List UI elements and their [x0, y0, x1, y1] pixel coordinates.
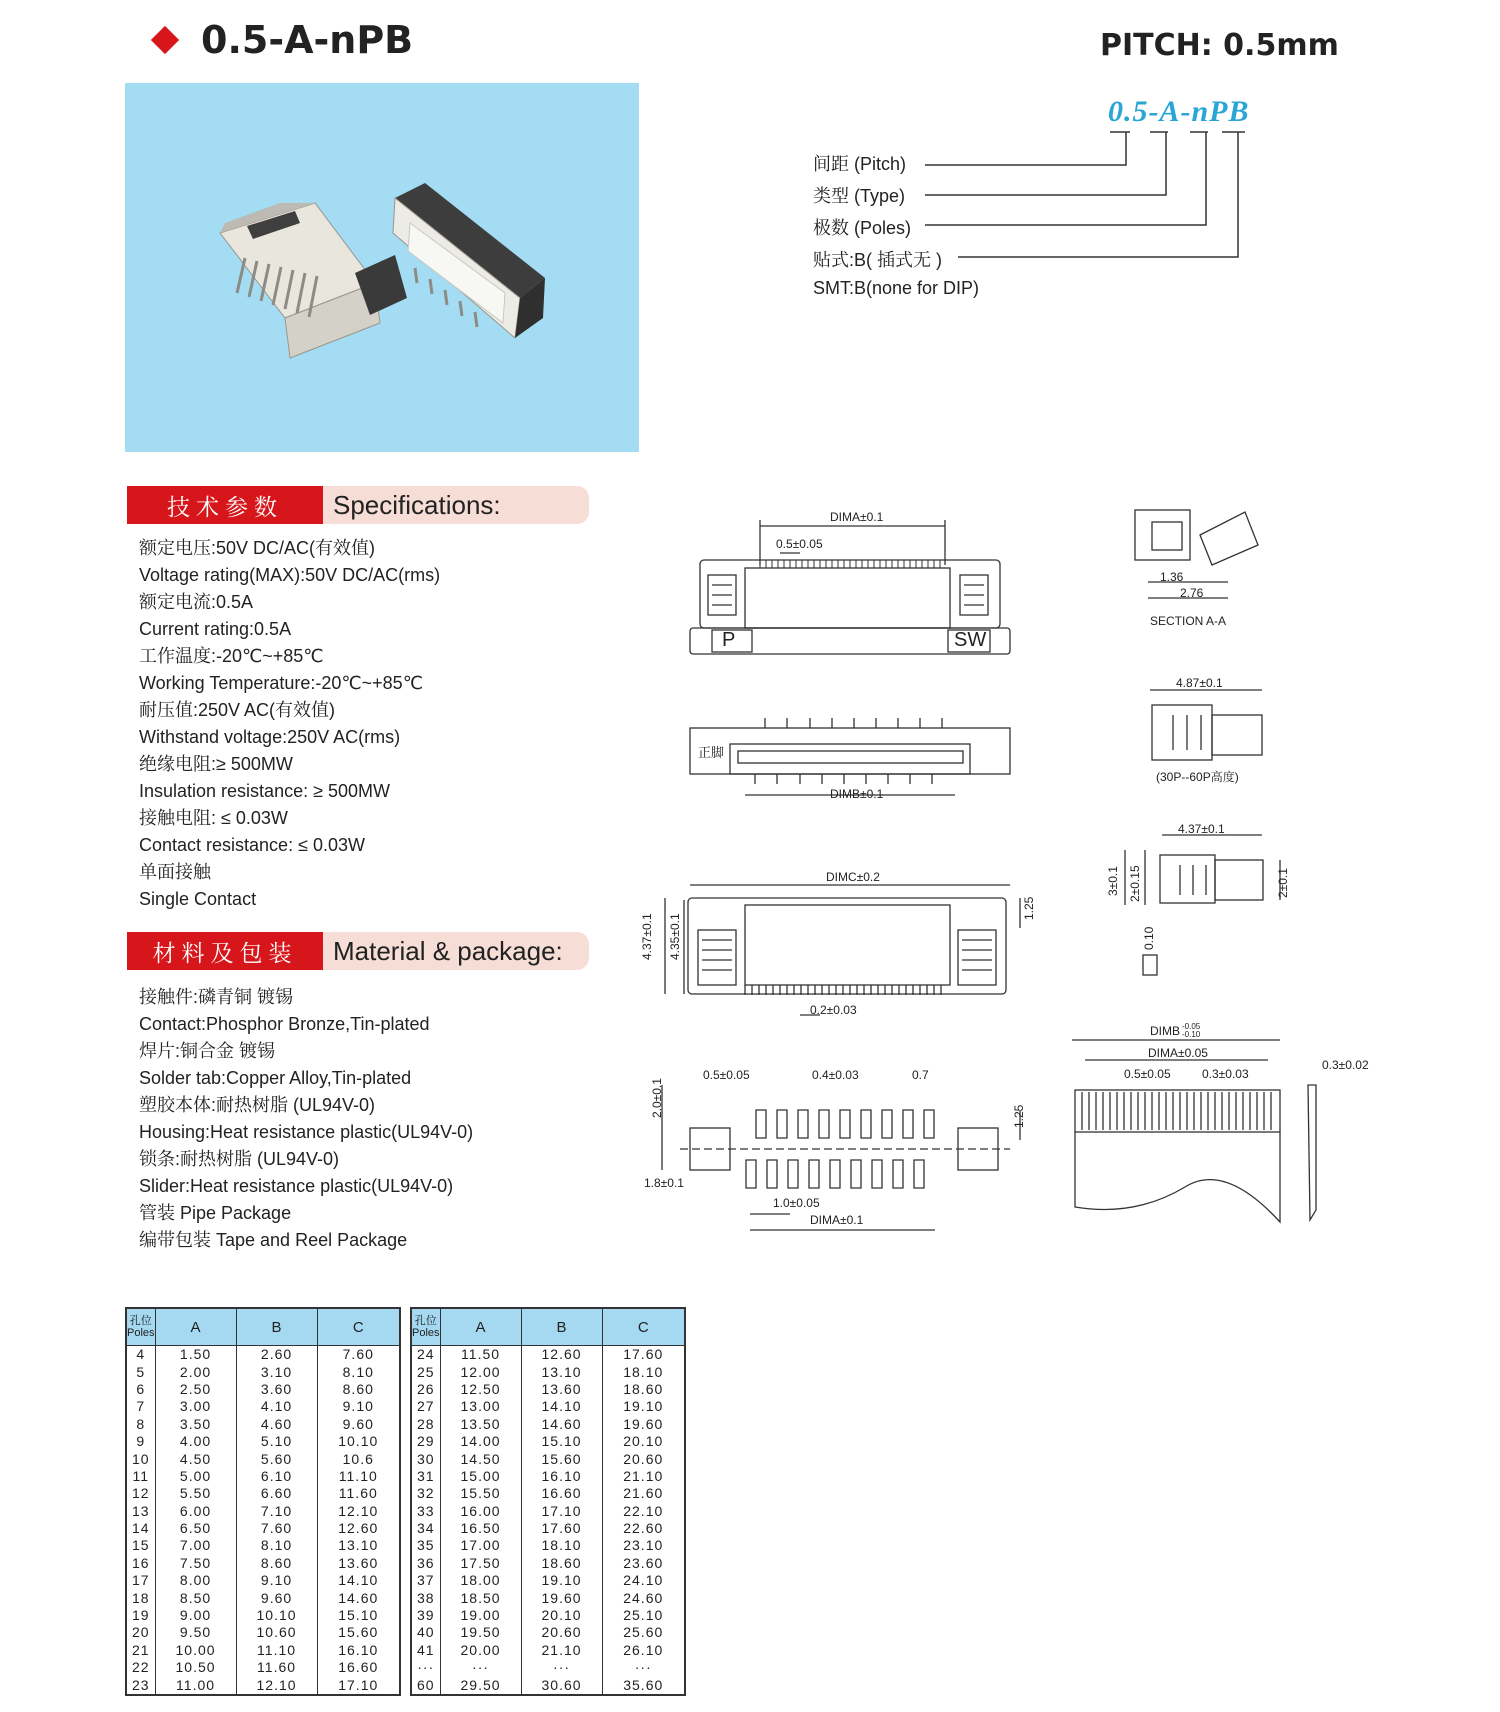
label-pad-05: 0.5±0.05	[703, 1068, 750, 1082]
cell-c: 10.6	[317, 1450, 400, 1467]
table-row	[411, 1363, 685, 1380]
table-row	[126, 1346, 400, 1364]
label-pitch-top: 0.5±0.05	[776, 537, 823, 551]
cell-poles: 16	[126, 1555, 155, 1572]
label-w437: 4.37±0.1	[1178, 822, 1225, 836]
cell-c: 22.10	[602, 1503, 685, 1520]
cell-poles: 7	[126, 1398, 155, 1415]
cell-c: 22.60	[602, 1520, 685, 1537]
cell-b: 21.10	[521, 1642, 602, 1659]
table-row	[126, 1572, 400, 1589]
table-row	[411, 1555, 685, 1572]
cell-a: ···	[440, 1659, 521, 1676]
cell-b: 14.60	[521, 1416, 602, 1433]
spec-line: Contact resistance: ≤ 0.03W	[139, 835, 365, 855]
label-zhengjiao: 正脚	[698, 745, 725, 760]
side-view-487-drawing	[1150, 690, 1262, 760]
cell-c: 15.10	[317, 1607, 400, 1624]
label-d276: 2.76	[1180, 586, 1204, 600]
table-row	[411, 1642, 685, 1659]
material-line: 编带包装 Tape and Reel Package	[139, 1230, 408, 1250]
cell-poles: 41	[411, 1642, 440, 1659]
legend-type: 类型 (Type)	[813, 186, 906, 206]
cell-b: 20.60	[521, 1624, 602, 1641]
label-note-30-60: (30P--60P高度)	[1156, 770, 1239, 784]
fpc-dimb-text: DIMB	[1150, 1024, 1180, 1038]
cell-c: 15.60	[317, 1624, 400, 1641]
material-line: 塑胶本体:耐热树脂 (UL94V-0)	[139, 1095, 376, 1115]
spec-line: 单面接触	[139, 862, 211, 882]
cell-c: 20.60	[602, 1450, 685, 1467]
spec-line: 额定电流:0.5A	[139, 592, 254, 612]
cell-b: 6.60	[236, 1485, 317, 1502]
spec-line: Working Temperature:-20℃~+85℃	[139, 673, 423, 693]
label-fpc-dimb	[1150, 1023, 1200, 1039]
table-row	[411, 1589, 685, 1606]
spec-line: Current rating:0.5A	[139, 619, 292, 639]
cell-a: 5.00	[155, 1468, 236, 1485]
cell-poles: 21	[126, 1642, 155, 1659]
cell-a: 7.50	[155, 1555, 236, 1572]
table-row	[411, 1450, 685, 1467]
label-fpc-t: 0.3±0.02	[1322, 1058, 1369, 1072]
side-view-437-drawing	[1125, 835, 1280, 975]
table-row	[126, 1363, 400, 1380]
cell-poles: 10	[126, 1450, 155, 1467]
cell-a: 8.50	[155, 1589, 236, 1606]
header-poles: 孔位 Poles	[126, 1308, 155, 1346]
cell-poles: 22	[126, 1659, 155, 1676]
cell-b: 12.10	[236, 1676, 317, 1694]
label-w487: 4.87±0.1	[1176, 676, 1223, 690]
table-row	[411, 1537, 685, 1554]
label-d136: 1.36	[1160, 570, 1184, 584]
cell-b: ···	[521, 1659, 602, 1676]
cell-c: 18.10	[602, 1363, 685, 1380]
table-row	[126, 1503, 400, 1520]
material-line: Slider:Heat resistance plastic(UL94V-0)	[139, 1176, 454, 1196]
cell-b: 20.10	[521, 1607, 602, 1624]
cell-b: 17.60	[521, 1520, 602, 1537]
cell-b: 5.60	[236, 1450, 317, 1467]
cell-b: 10.10	[236, 1607, 317, 1624]
cell-a: 19.00	[440, 1607, 521, 1624]
table-row	[126, 1607, 400, 1624]
cell-b: 13.10	[521, 1363, 602, 1380]
cell-poles: 38	[411, 1589, 440, 1606]
label-pad-18: 1.8±0.1	[644, 1176, 684, 1190]
cell-a: 2.50	[155, 1381, 236, 1398]
cell-a: 13.50	[440, 1416, 521, 1433]
table-header-row	[411, 1308, 685, 1346]
cell-poles: 5	[126, 1363, 155, 1380]
cell-c: 24.10	[602, 1572, 685, 1589]
label-d02: 0.2±0.03	[810, 1003, 857, 1017]
material-line: Housing:Heat resistance plastic(UL94V-0)	[139, 1122, 474, 1142]
section-a-a-drawing	[1135, 510, 1258, 598]
cell-c: 23.10	[602, 1537, 685, 1554]
cell-b: 15.10	[521, 1433, 602, 1450]
cell-poles: 25	[411, 1363, 440, 1380]
cell-c: 13.10	[317, 1537, 400, 1554]
cell-a: 29.50	[440, 1676, 521, 1694]
part-code: 0.5-A-nPB	[1108, 95, 1250, 128]
bottom-view-drawing	[690, 718, 1010, 795]
cell-a: 9.50	[155, 1624, 236, 1641]
cell-b: 2.60	[236, 1346, 317, 1364]
cell-c: 12.60	[317, 1520, 400, 1537]
cell-poles: 37	[411, 1572, 440, 1589]
cell-poles: 26	[411, 1381, 440, 1398]
cell-a: 16.00	[440, 1503, 521, 1520]
cell-b: 12.60	[521, 1346, 602, 1364]
table-row	[126, 1537, 400, 1554]
material-line: Contact:Phosphor Bronze,Tin-plated	[139, 1014, 430, 1034]
table-row	[126, 1659, 400, 1676]
cell-a: 7.00	[155, 1537, 236, 1554]
cell-b: 14.10	[521, 1398, 602, 1415]
material-line: 锁条:耐热树脂 (UL94V-0)	[139, 1149, 340, 1169]
table-row	[411, 1572, 685, 1589]
dimension-table-left	[125, 1307, 401, 1696]
cell-a: 10.50	[155, 1659, 236, 1676]
pitch-label: PITCH: 0.5mm	[1100, 28, 1339, 63]
label-v010: 0.10	[1142, 926, 1156, 950]
cell-poles: 12	[126, 1485, 155, 1502]
label-pad-10: 1.0±0.05	[773, 1196, 820, 1210]
cell-a: 12.00	[440, 1363, 521, 1380]
cell-b: 9.60	[236, 1589, 317, 1606]
table-row	[126, 1555, 400, 1572]
table-row	[411, 1468, 685, 1485]
spec-line: 耐压值:250V AC(有效值)	[139, 700, 336, 720]
label-dima: DIMA±0.1	[830, 510, 884, 524]
table-row	[411, 1624, 685, 1641]
cell-a: 15.50	[440, 1485, 521, 1502]
specifications-heading-en: Specifications:	[333, 490, 501, 520]
cell-c: 16.60	[317, 1659, 400, 1676]
cell-c: 24.60	[602, 1589, 685, 1606]
cell-c: 25.10	[602, 1607, 685, 1624]
cell-poles: 24	[411, 1346, 440, 1364]
cell-a: 4.00	[155, 1433, 236, 1450]
cell-b: 19.60	[521, 1589, 602, 1606]
cell-poles: 60	[411, 1676, 440, 1694]
table-row	[411, 1520, 685, 1537]
cell-c: 9.60	[317, 1416, 400, 1433]
table-row	[411, 1503, 685, 1520]
label-h435: 4.35±0.1	[668, 913, 682, 960]
cell-poles: 6	[126, 1381, 155, 1398]
table-row	[411, 1659, 685, 1676]
cell-c: 20.10	[602, 1433, 685, 1450]
table-row	[411, 1416, 685, 1433]
cell-c: 16.10	[317, 1642, 400, 1659]
label-dimc: DIMC±0.2	[826, 870, 880, 884]
material-line: 管装 Pipe Package	[139, 1203, 292, 1223]
cell-poles: 36	[411, 1555, 440, 1572]
spec-line: 工作温度:-20℃~+85℃	[139, 646, 324, 666]
cell-a: 16.50	[440, 1520, 521, 1537]
cell-b: 18.10	[521, 1537, 602, 1554]
cell-c: 8.10	[317, 1363, 400, 1380]
cell-b: 19.10	[521, 1572, 602, 1589]
title-text: 0.5-A-nPB	[201, 18, 414, 62]
cell-poles: 27	[411, 1398, 440, 1415]
cell-a: 11.50	[440, 1346, 521, 1364]
header-b: B	[236, 1308, 317, 1346]
table-row	[126, 1589, 400, 1606]
cell-a: 3.50	[155, 1416, 236, 1433]
spec-line: 接触电阻: ≤ 0.03W	[139, 808, 288, 828]
cell-b: 15.60	[521, 1450, 602, 1467]
cell-poles: 17	[126, 1572, 155, 1589]
table-row	[411, 1607, 685, 1624]
cell-b: 17.10	[521, 1503, 602, 1520]
table-row	[411, 1676, 685, 1694]
cell-b: 13.60	[521, 1381, 602, 1398]
label-pad-20: 2.0±0.1	[650, 1078, 664, 1118]
header-b: B	[521, 1308, 602, 1346]
cell-b: 4.10	[236, 1398, 317, 1415]
cell-c: 13.60	[317, 1555, 400, 1572]
cell-a: 6.00	[155, 1503, 236, 1520]
cell-b: 8.10	[236, 1537, 317, 1554]
cell-c: 14.10	[317, 1572, 400, 1589]
cell-c: 14.60	[317, 1589, 400, 1606]
cell-b: 7.10	[236, 1503, 317, 1520]
label-v2: 2±0.1	[1276, 868, 1290, 898]
cell-poles: 30	[411, 1450, 440, 1467]
cell-poles: 15	[126, 1537, 155, 1554]
table-row	[411, 1398, 685, 1415]
label-v2-15: 2±0.15	[1128, 865, 1142, 902]
material-line: 焊片:铜合金 镀锡	[139, 1041, 276, 1061]
label-fpc-05: 0.5±0.05	[1124, 1067, 1171, 1081]
table-row	[126, 1450, 400, 1467]
cell-a: 14.50	[440, 1450, 521, 1467]
cell-c: 10.10	[317, 1433, 400, 1450]
cell-poles: 20	[126, 1624, 155, 1641]
fpc-dimb-tolerance	[1182, 1023, 1200, 1039]
cell-a: 13.00	[440, 1398, 521, 1415]
cell-b: 7.60	[236, 1520, 317, 1537]
cell-a: 3.00	[155, 1398, 236, 1415]
table-row	[411, 1381, 685, 1398]
label-pad-04: 0.4±0.03	[812, 1068, 859, 1082]
cell-a: 11.00	[155, 1676, 236, 1694]
cell-b: 18.60	[521, 1555, 602, 1572]
cell-c: 7.60	[317, 1346, 400, 1364]
table-header-row	[126, 1308, 400, 1346]
label-fpc-dima: DIMA±0.05	[1148, 1046, 1208, 1060]
cell-c: 8.60	[317, 1381, 400, 1398]
fpc-tol-minus: -0.10	[1182, 1030, 1201, 1039]
cell-c: 21.10	[602, 1468, 685, 1485]
specifications-heading-cn: 技术参数	[127, 486, 323, 524]
cell-c: 26.10	[602, 1642, 685, 1659]
cell-a: 4.50	[155, 1450, 236, 1467]
materials-heading-cn: 材料及包装	[127, 932, 323, 970]
table-row	[126, 1520, 400, 1537]
dimension-table-right	[410, 1307, 686, 1696]
table-row	[126, 1624, 400, 1641]
cell-poles: 19	[126, 1607, 155, 1624]
materials-heading-en: Material & package:	[333, 936, 563, 966]
cell-c: ···	[602, 1659, 685, 1676]
cell-b: 16.10	[521, 1468, 602, 1485]
cell-a: 15.00	[440, 1468, 521, 1485]
cell-a: 6.50	[155, 1520, 236, 1537]
cell-b: 8.60	[236, 1555, 317, 1572]
cell-poles: 28	[411, 1416, 440, 1433]
cell-b: 5.10	[236, 1433, 317, 1450]
header-a: A	[155, 1308, 236, 1346]
label-sw: SW	[954, 629, 987, 651]
cell-poles: 29	[411, 1433, 440, 1450]
cell-a: 19.50	[440, 1624, 521, 1641]
cell-a: 10.00	[155, 1642, 236, 1659]
spec-line: 额定电压:50V DC/AC(有效值)	[139, 538, 376, 558]
cell-poles: 39	[411, 1607, 440, 1624]
cell-poles: 33	[411, 1503, 440, 1520]
legend-smt: 贴式:B( 插式无 )	[813, 250, 942, 270]
header-a: A	[440, 1308, 521, 1346]
cell-poles: 18	[126, 1589, 155, 1606]
cell-c: 35.60	[602, 1676, 685, 1694]
spec-line: Withstand voltage:250V AC(rms)	[139, 727, 401, 747]
cell-b: 11.60	[236, 1659, 317, 1676]
label-pad-07: 0.7	[912, 1068, 929, 1082]
cell-c: 17.10	[317, 1676, 400, 1694]
table-row	[411, 1433, 685, 1450]
label-dimb: DIMB±0.1	[830, 787, 884, 801]
cell-poles: 40	[411, 1624, 440, 1641]
label-fpc-03: 0.3±0.03	[1202, 1067, 1249, 1081]
pad-layout-drawing	[662, 1085, 1020, 1230]
label-section: SECTION A-A	[1150, 614, 1227, 628]
label-v3: 3±0.1	[1106, 866, 1120, 896]
cell-a: 17.00	[440, 1537, 521, 1554]
label-h437: 4.37±0.1	[640, 913, 654, 960]
cell-c: 21.60	[602, 1485, 685, 1502]
cell-a: 12.50	[440, 1381, 521, 1398]
cell-poles: 9	[126, 1433, 155, 1450]
table-row	[126, 1381, 400, 1398]
cell-poles: 32	[411, 1485, 440, 1502]
spec-line: Voltage rating(MAX):50V DC/AC(rms)	[139, 565, 441, 585]
cell-b: 11.10	[236, 1642, 317, 1659]
legend-poles: 极数 (Poles)	[813, 218, 912, 238]
table-row	[126, 1642, 400, 1659]
cell-a: 8.00	[155, 1572, 236, 1589]
cell-a: 1.50	[155, 1346, 236, 1364]
cell-c: 18.60	[602, 1381, 685, 1398]
spec-line: Insulation resistance: ≥ 500MW	[139, 781, 390, 801]
table-row	[126, 1398, 400, 1415]
cell-poles: 34	[411, 1520, 440, 1537]
legend-smt-en: SMT:B(none for DIP)	[813, 278, 980, 298]
table-row	[126, 1676, 400, 1694]
cell-c: 23.60	[602, 1555, 685, 1572]
table-row	[411, 1485, 685, 1502]
cell-a: 20.00	[440, 1642, 521, 1659]
legend-pitch: 间距 (Pitch)	[813, 154, 907, 174]
cell-poles: 35	[411, 1537, 440, 1554]
cell-poles: 13	[126, 1503, 155, 1520]
cell-a: 2.00	[155, 1363, 236, 1380]
label-d125: 1.25	[1022, 896, 1036, 920]
cell-poles: 14	[126, 1520, 155, 1537]
cell-poles: 31	[411, 1468, 440, 1485]
header-c: C	[602, 1308, 685, 1346]
table-row	[126, 1468, 400, 1485]
fpc-tol-plus: -0.05	[1182, 1022, 1201, 1031]
cell-c: 11.10	[317, 1468, 400, 1485]
table-row	[411, 1346, 685, 1364]
table-row	[126, 1485, 400, 1502]
cell-poles: 23	[126, 1676, 155, 1694]
cell-a: 17.50	[440, 1555, 521, 1572]
cell-b: 4.60	[236, 1416, 317, 1433]
cell-b: 3.60	[236, 1381, 317, 1398]
cell-c: 12.10	[317, 1503, 400, 1520]
cell-c: 9.10	[317, 1398, 400, 1415]
cell-c: 19.10	[602, 1398, 685, 1415]
cell-poles: 11	[126, 1468, 155, 1485]
cell-b: 16.60	[521, 1485, 602, 1502]
cell-b: 9.10	[236, 1572, 317, 1589]
cell-a: 5.50	[155, 1485, 236, 1502]
cell-b: 6.10	[236, 1468, 317, 1485]
label-p: P	[722, 629, 736, 651]
material-line: Solder tab:Copper Alloy,Tin-plated	[139, 1068, 412, 1088]
cell-b: 30.60	[521, 1676, 602, 1694]
cell-a: 18.00	[440, 1572, 521, 1589]
header-c: C	[317, 1308, 400, 1346]
label-pad-dima: DIMA±0.1	[810, 1213, 864, 1227]
header-poles: 孔位 Poles	[411, 1308, 440, 1346]
cell-b: 10.60	[236, 1624, 317, 1641]
cell-poles: ···	[411, 1659, 440, 1676]
spec-line: Single Contact	[139, 889, 257, 909]
cell-c: 19.60	[602, 1416, 685, 1433]
table-row	[126, 1433, 400, 1450]
cell-poles: 4	[126, 1346, 155, 1364]
fpc-drawing	[1072, 1040, 1316, 1222]
front-view-drawing	[665, 885, 1020, 1015]
cell-a: 9.00	[155, 1607, 236, 1624]
cell-c: 11.60	[317, 1485, 400, 1502]
cell-b: 3.10	[236, 1363, 317, 1380]
cell-a: 18.50	[440, 1589, 521, 1606]
cell-a: 14.00	[440, 1433, 521, 1450]
table-row	[126, 1416, 400, 1433]
spec-line: 绝缘电阻:≥ 500MW	[139, 754, 293, 774]
cell-c: 17.60	[602, 1346, 685, 1364]
material-line: 接触件:磷青铜 镀锡	[139, 987, 294, 1007]
cell-poles: 8	[126, 1416, 155, 1433]
label-pad-125: 1.25	[1012, 1104, 1026, 1128]
cell-c: 25.60	[602, 1624, 685, 1641]
